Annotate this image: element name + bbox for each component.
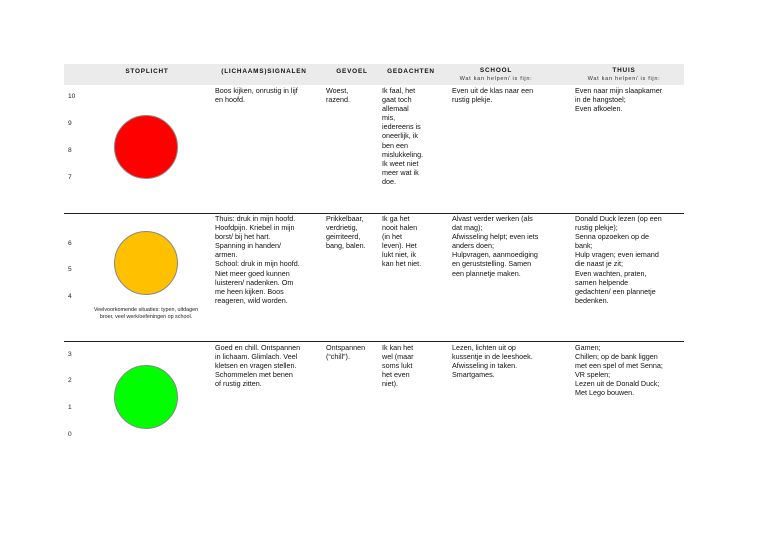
header-thuis-sublabel: Wat kan helpen/ is fijn:: [587, 76, 661, 82]
header-gevoel-label: GEVOEL: [336, 68, 368, 75]
scale-number-6: 6: [68, 240, 72, 247]
scale-number-2: 2: [68, 377, 72, 384]
header-signalen: [214, 64, 314, 85]
situations-note: Veelvoorkomende situaties: typen, uitdagen broer, veel werk/oefeningen op school.: [93, 307, 199, 320]
table-header: [64, 64, 684, 85]
scale-number-9: 9: [68, 120, 72, 127]
row-divider: [64, 341, 684, 342]
scale-number-10: 10: [68, 93, 76, 100]
header-school: [450, 64, 542, 85]
scale-number-3: 3: [68, 351, 72, 358]
header-school-label: SCHOOL: [479, 67, 513, 74]
orange-school: Alvast verder werken (als dat mag); Afwisseling helpt; even iets anders doen; Hulpvragen, aanmoediging en geruststelling. Samen een plannetje maken.: [452, 214, 539, 278]
red-thuis: Even naar mijn slaapkamer in de hangstoel; Even afkoelen.: [575, 86, 663, 114]
scale-number-8: 8: [68, 147, 72, 154]
orange-signalen: Thuis: druk in mijn hoofd. Hoofdpijn. Kriebel in mijn borst/ bij het hart. Spanning in handen/ armen. School: druk in mijn hoofd. Niet meer goed kunnen luisteren/ nadenken. Om me heen kijken. Boos reageren, wild worden.: [215, 214, 300, 305]
header-thuis-label: THUIS: [612, 67, 636, 74]
header-gedachten: [380, 64, 442, 85]
header-school-sublabel: Wat kan helpen/ is fijn:: [459, 76, 533, 82]
red-gedachten: Ik faal, het gaat toch allemaal mis, iedereens is oneerlijk, ik ben een mislukkeling. Ik weet niet meer wat ik doe.: [382, 86, 424, 186]
orange-gedachten: Ik ga het nooit halen (in het leven). Het lukt niet, ik kan het niet.: [382, 214, 422, 269]
green-gedachten: Ik kan het wel (maar soms lukt het even niet).: [382, 343, 414, 389]
green-signalen: Goed en chill. Ontspannen in lichaam. Glimlach. Veel kletsen en vragen stellen. Schommelen met benen of rustig zitten.: [215, 343, 301, 389]
header-thuis: [574, 64, 674, 85]
header-gedachten-label: GEDACHTEN: [387, 68, 435, 75]
red-school: Even uit de klas naar een rustig plekje.: [452, 86, 534, 105]
orange-gevoel: Prikkelbaar, verdrietig, geirriteerd, bang, balen.: [326, 214, 366, 251]
green-light: [114, 365, 178, 429]
header-gevoel: [326, 64, 378, 85]
scale-number-7: 7: [68, 174, 72, 181]
green-school: Lezen, lichten uit op kussentje in de leeshoek. Afwisseling in taken. Smartgames.: [452, 343, 533, 380]
red-gevoel: Woest, razend.: [326, 86, 350, 105]
header-stoplicht-label: STOPLICHT: [125, 68, 169, 75]
orange-light: [114, 231, 178, 295]
red-light: [114, 115, 178, 179]
scale-number-4: 4: [68, 293, 72, 300]
green-thuis: Gamen; Chillen; op de bank liggen met een spel of met Senna; VR spelen; Lezen uit de Donald Duck; Met Lego bouwen.: [575, 343, 663, 398]
header-signalen-label: (LICHAAMS)SIGNALEN: [221, 68, 307, 75]
scale-number-5: 5: [68, 266, 72, 273]
scale-number-1: 1: [68, 404, 72, 411]
orange-thuis: Donald Duck lezen (op een rustig plekje); Senna opzoeken op de bank; Hulp vragen; even iemand die naast je zit; Even wachten, praten, samen helpende gedachten/ een plannetje bedenken.: [575, 214, 662, 305]
scale-number-0: 0: [68, 431, 72, 438]
header-stoplicht: [102, 64, 192, 85]
red-signalen: Boos kijken, onrustig in lijf en hoofd.: [215, 86, 298, 105]
green-gevoel: Ontspannen (“chill”).: [326, 343, 366, 362]
